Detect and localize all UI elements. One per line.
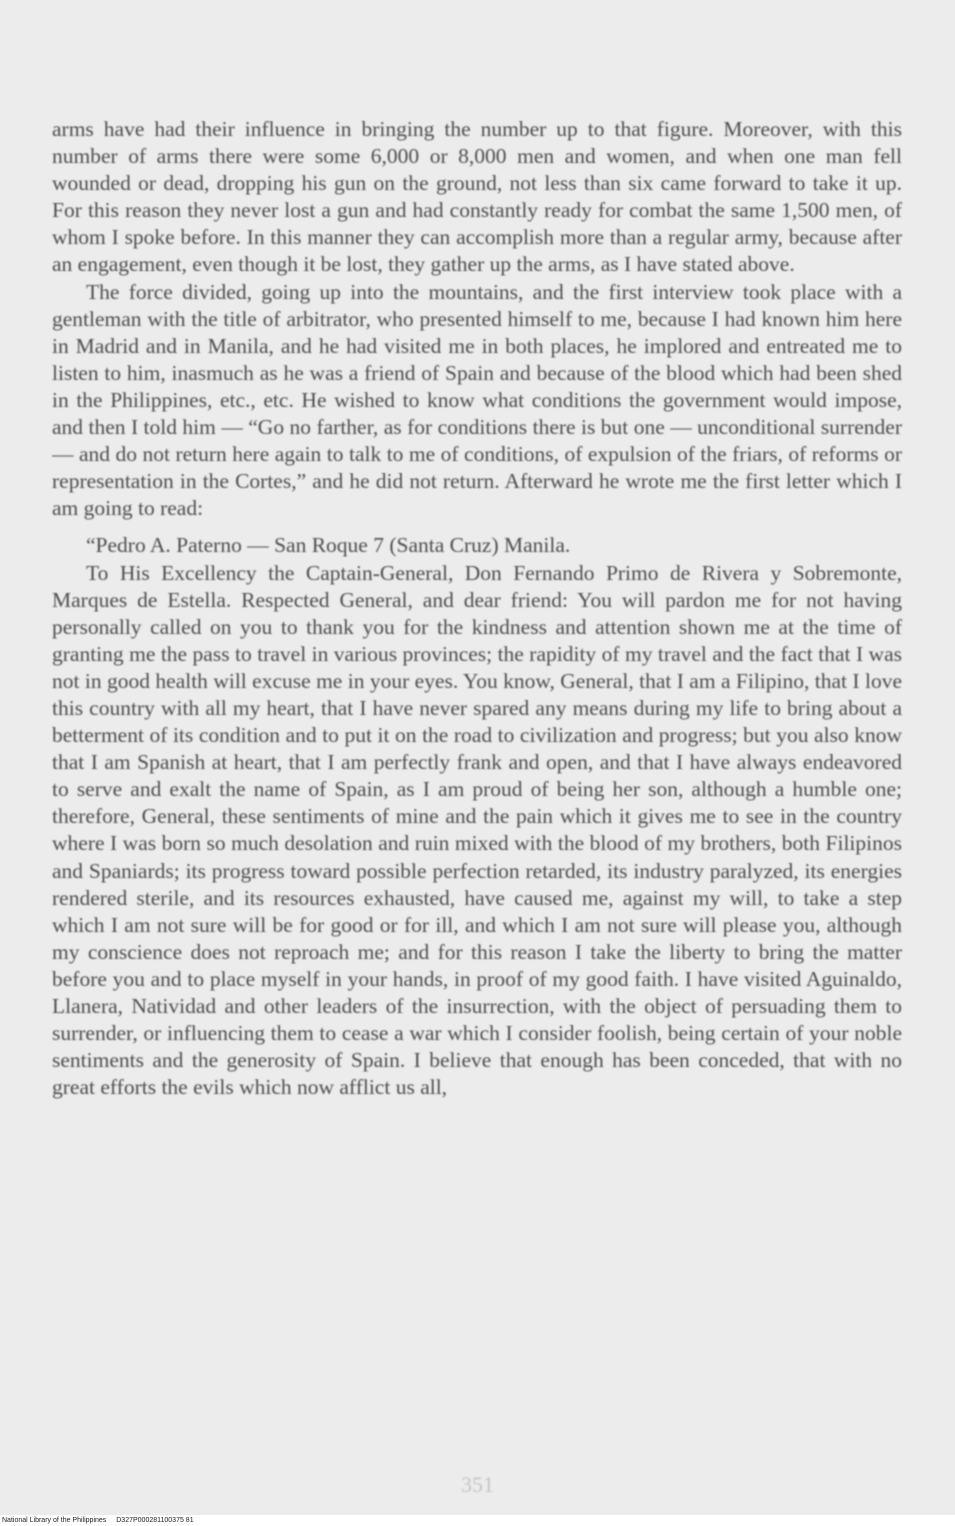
footer-institution: National Library of the Philippines (2, 1517, 107, 1524)
footer-identifier: D327P000281100375 81 (116, 1517, 194, 1524)
body-text (52, 116, 902, 1101)
paragraph-force-divided: The force divided, going up into the mountains, and the first interview took place with a gentleman with the title of arbitrator, who presented himself to me, because I had known him here in Madrid and in Manila, and he had visited me in both places, he implored and entreated me to listen to him, inasmuch as he was a friend of Spain and because of the blood which had been shed in the Philippines, etc., etc. He wished to know what conditions the government would impose, and then I told him — “Go no farther, as for conditions there is but one — unconditional surrender — and do not return here again to talk to me of conditions, of expulsion of the friars, of reforms or representation in the Cortes,” and he did not return. Afterward he wrote me the first letter which I am going to read: (52, 279, 902, 521)
page-number: 351 (461, 1472, 494, 1497)
letter-body: To His Excellency the Captain-General, Don Fernando Primo de Rivera y Sobremonte, Marques de Estella. Respected General, and dear friend: You will pardon me for not having personally called on you to thank you for the kindness and attention shown me at the time of granting me the pass to travel in various provinces; the rapidity of my travel and the fact that I was not in good health will excuse me in your eyes. You know, General, that I am a Filipino, that I love this country with all my heart, that I have never spared any means during my life to bring about a betterment of its condition and to put it on the road to civilization and progress; but you also know that I am Spanish at heart, that I am perfectly frank and open, and that I have always endeavored to serve and exalt the name of Spain, as I am proud of being her son, although a humble one; therefore, General, these sentiments of mine and the pain which it gives me to see in the country where I was born so much desolation and ruin mixed with the blood of my brothers, both Filipinos and Spaniards; its progress toward possible perfection retarded, its industry paralyzed, its energies rendered sterile, and its resources exhausted, have caused me, against my will, to take a step which I am not sure will be for good or for ill, and which I am not sure will please you, although my conscience does not reproach me; and for this reason I take the liberty to bring the matter before you and to place myself in your hands, in proof of my good faith. I have visited Aguinaldo, Llanera, Natividad and other leaders of the insurrection, with the object of persuading them to surrender, or influencing them to cease a war which I consider foolish, being certain of your noble sentiments and the generosity of Spain. I believe that enough has been conceded, that with no great efforts the evils which now afflict us all, (52, 560, 902, 1100)
scan-footer (0, 1515, 955, 1526)
paragraph-continuation: arms have had their influence in bringing the number up to that figure. Moreover, with this number of arms there were some 6,000 or 8,000 men and women, and when one man fell wounded or dead, dropping his gun on the ground, not less than six came forward to take it up. For this reason they never lost a gun and had constantly ready for combat the same 1,500 men, of whom I spoke before. In this manner they can accomplish more than a regular army, because after an engagement, even though it be lost, they gather up the arms, as I have stated above. (52, 117, 902, 277)
letter-heading: “Pedro A. Paterno — San Roque 7 (Santa Cruz) Manila. (86, 533, 571, 558)
